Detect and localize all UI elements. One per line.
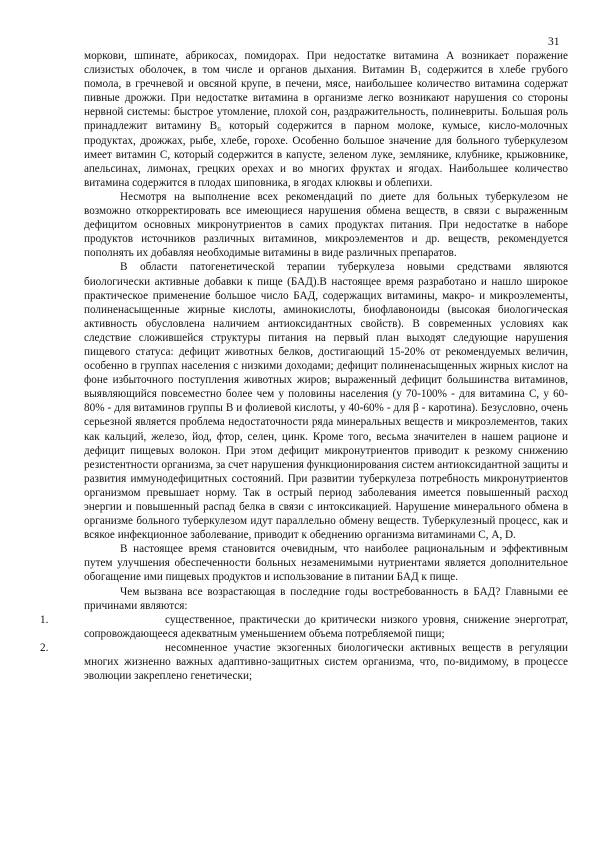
list-item: [40, 613, 568, 641]
document-body: [40, 49, 568, 683]
list-item: [40, 641, 568, 683]
page-number: 31: [548, 36, 560, 48]
list-item-text: существенное, практически до критически низкого уровня, снижение энерготрат, сопровождающееся адекватным уменьшением объема потребляемой пищи;: [84, 613, 568, 640]
list-item-text: несомненное участие экзогенных биологически активных веществ в регуляции многих жизненно важных адаптивно-защитных систем организма, что, по-видимому, в процессе эволюции закреплено генетически;: [84, 641, 568, 683]
paragraph-demand-reasons: Чем вызвана все возрастающая в последние годы востребованность в БАД? Главными ее причинами являются:: [84, 585, 568, 612]
list-number: 1.: [40, 613, 49, 626]
paragraph-bad-therapy: В области патогенетической терапии туберкулеза новыми средствами являются биологически активные добавки к пище (БАД).В настоящее время разработано и нашло широкое практическое применение большое число БАД, содержащих витамины, макро- и микроэлементы, полиненасыщенные жирные кислоты, аминокислоты, биофлавоноиды (высокая биологическая активность обусловлена наличием антиоксидантных свойств). В современных условиях как следствие сложившейся структуры питания на первый план выходят следующие нарушения пищевого статуса: дефицит животных белков, достигающий 15-20% от рекомендуемых величин, особенно в группах населения с низкими доходами; дефицит полиненасыщенных жирных кислот на фоне избыточного поступления животных жиров; выраженный дефицит большинства витаминов, выявляющийся повсеместно более чем у половины населения (у 70-100% - для витамина С, у 60-80% - для витаминов группы В и фолиевой кислоты, у 40-60% - для β - каротина). Безусловно, очень серьезной является проблема недостаточности ряда минеральных веществ и микроэлементов, таких как кальций, железо, йод, фтор, селен, цинк. Кроме того, весьма значителен в нашем рационе и дефицит пищевых волокон. При этом дефицит микронутриентов приводит к резкому снижению резистентности организма, за счет нарушения функционирования систем антиоксидантной защиты и развития иммунодефицитных состояний. При развитии туберкулеза потребность микронутриентов организмом превышает норму. Так в острый период заболевания имеется повышенный расход энергии и повышенный распад белка в связи с интоксикацией. Нарушение минерального обмена в организме больного туберкулезом идут параллельно обмену веществ. Туберкулезный процесс, как и всякое инфекционное заболевание, приводит к обеднению организма витаминами С, А, D.: [84, 261, 568, 542]
list-number: 2.: [40, 641, 49, 654]
paragraph-vitamins: моркови, шпинате, абрикосах, помидорах. При недостатке витамина А возникает поражение слизистых оболочек, в том числе и органов дыхания. Витамин B₁ содержится в хлебе грубого помола, в гречневой и овсяной крупе, в печени, мясе, наибольшее количество витамина содержат пивные дрожжи. При недостатке витамина в организме легко возникают нарушения со стороны нервной системы: быстрое утомление, плохой сон, раздражительность, полиневриты. Большая роль принадлежит витамину B₆ который содержится в парном молоке, кумысе, кисло-молочных продуктах, дрожжах, рыбе, хлебе, горохе. Особенно большое значение для больного туберкулезом имеет витамин С, который содержится в капусте, зеленом луке, землянике, клубнике, крыжовнике, апельсинах, лимонах, грецких орехах и во многих фруктах и ягодах. Наибольшее количество витамина содержится в плодах шиповника, в ягодах клюквы и облепихи.: [84, 50, 568, 189]
paragraph-rational-path: В настоящее время становится очевидным, что наиболее рациональным и эффективным путем улучшения обеспеченности больных незаменимыми нутриентами является дополнительное обогащение ими пищевых продуктов и использование в питании БАД к пище.: [84, 543, 568, 584]
paragraph-diet-deficit: Несмотря на выполнение всех рекомендаций по диете для больных туберкулезом не возможно откорректировать все имеющиеся нарушения обмена веществ, в связи с выраженным дефицитом основных микронутриентов в самих продуктах питания. При недостатке в наборе продуктов источников различных витаминов, микроэлементов и др. веществ, рекомендуется пополнять их добавляя необходимые витамины в виде различных препаратов.: [84, 190, 568, 260]
